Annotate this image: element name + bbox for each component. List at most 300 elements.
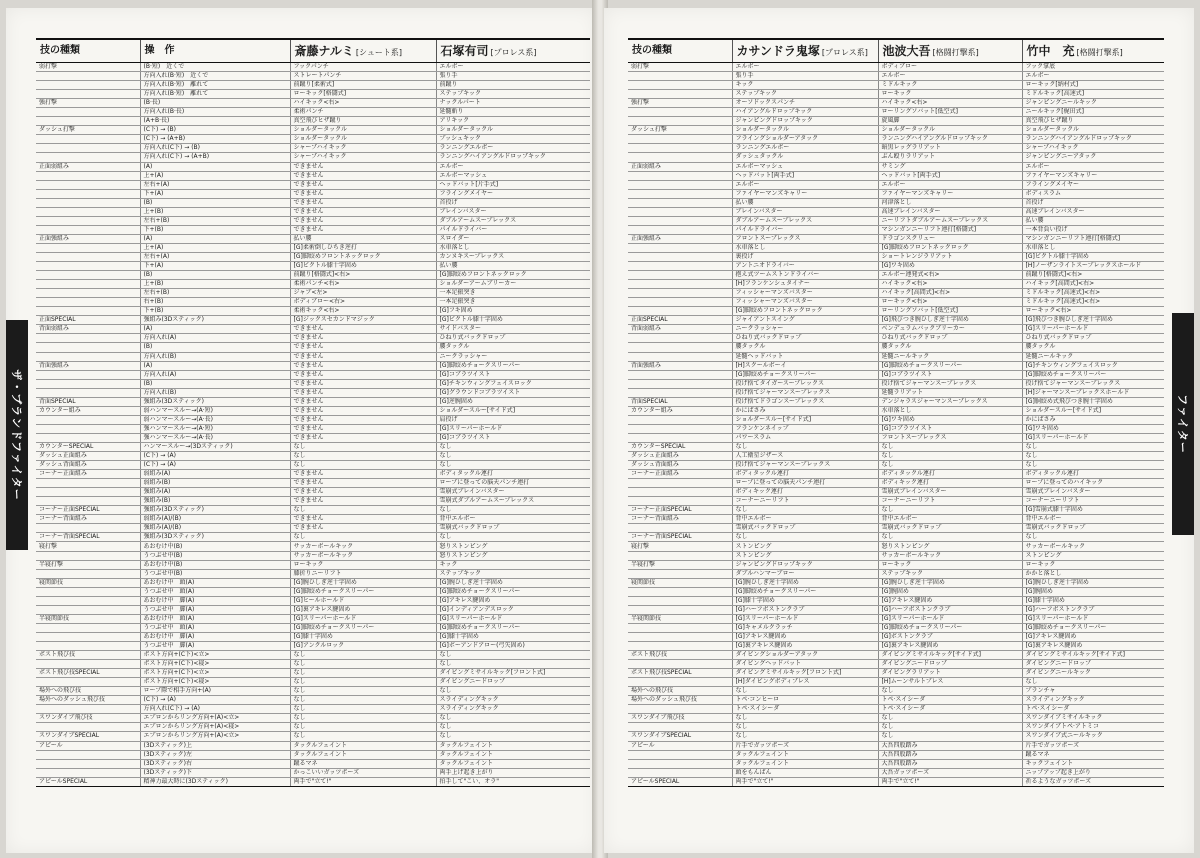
move-cell: [G]腕ひしぎ逆十字固め [436,578,590,587]
move-category-cell: 寝関節技 [36,578,140,587]
move-cell: (A) [140,325,290,334]
move-category-cell [36,759,140,768]
move-cell: 強組み(3Dスティック) [140,397,290,406]
move-cell: [G]ボーアンドアロー(弓矢固め) [436,642,590,651]
move-cell: なし [290,687,436,696]
move-cell: アントニオドライバー [732,262,878,271]
table-row [36,72,590,81]
move-cell: 旋風脚 [878,117,1022,126]
table-row [36,298,590,307]
move-category-cell [628,497,732,506]
move-cell: [G]スリーパーホールド [436,614,590,623]
move-cell: サミング [878,162,1022,171]
move-cell: ポスト方向+(C下)<寝> [140,660,290,669]
move-cell: 強組み(A)/(B) [140,524,290,533]
move-cell: (3Dスティック)右 [140,759,290,768]
move-cell: 拍手して"こい、オラ" [436,777,590,786]
move-cell: 河津落とし [878,198,1022,207]
move-cell: トペ·スイシーダ [1022,705,1164,714]
move-cell: ローキック [1022,560,1164,569]
move-cell: ダイビングヘッドバット [732,660,878,669]
move-cell: 雪崩式ブレインバスター [1022,488,1164,497]
move-cell: 怒りストンピング [436,542,590,551]
move-cell: ハイキック<右> [878,99,1022,108]
move-category-cell: 寝関節技 [628,578,732,587]
table-row [36,397,590,406]
move-cell: 強組み(3Dスティック) [140,316,290,325]
move-category-cell: 正面SPECIAL [628,316,732,325]
right-page [604,8,1194,853]
move-cell: [G]脚絞めフロントネックロック [878,243,1022,252]
table-row [628,162,1164,171]
move-category-cell: 正面強組み [628,234,732,243]
move-cell: ショートレンジラリアット [878,252,1022,261]
move-cell: ボディブロー [878,63,1022,72]
move-cell: できません [290,524,436,533]
move-cell: 方向入れ(C下) → (A+B) [140,153,290,162]
move-cell: ジャンピングニーアタック [1022,153,1164,162]
move-cell: 水車落とし [1022,243,1164,252]
table-row [628,316,1164,325]
move-cell: 雪崩式バックドロップ [1022,524,1164,533]
move-category-cell: コーナー正面組み [36,470,140,479]
move-category-cell [628,280,732,289]
move-category-cell [36,605,140,614]
move-cell: ショルダータックル [732,126,878,135]
move-category-cell [628,243,732,252]
table-row [36,280,590,289]
move-cell: 左右+(B) [140,289,290,298]
move-cell: 前蹴り[柔術式] [290,81,436,90]
move-category-cell: アピール [628,741,732,750]
move-cell: なし [732,442,878,451]
move-cell: ボディブロー<右> [290,298,436,307]
move-cell: [G]逆腕固め [436,397,590,406]
move-cell: 雪崩式バックドロップ [436,524,590,533]
move-cell: [G]脚絞めチョークスリーパー [290,623,436,632]
move-cell: ひねり式バックドロップ [732,334,878,343]
move-category-cell: コーナー背面SPECIAL [36,533,140,542]
move-category-cell [36,497,140,506]
move-cell: ポスト方向+(C下)<立> [140,669,290,678]
move-category-cell [36,289,140,298]
move-cell: ダッシュタックル [732,153,878,162]
move-category-cell [36,768,140,777]
table-row [628,669,1164,678]
move-category-cell: スワンダイブ飛び技 [36,714,140,723]
move-cell: できません [290,415,436,424]
move-cell: うつぶせ中(B) [140,551,290,560]
move-cell: エルボー [878,72,1022,81]
table-row [36,252,590,261]
move-category-cell [628,415,732,424]
move-cell: 払い腰 [1022,216,1164,225]
move-category-cell [628,768,732,777]
move-cell: あおむけ中 頭(A) [140,578,290,587]
move-cell: 水車落とし [732,243,878,252]
move-cell: 延髄ラリアット [878,388,1022,397]
move-cell: ダブルアームスープレックス [436,216,590,225]
table-row [628,325,1164,334]
move-category-cell [628,252,732,261]
table-row [36,669,590,678]
move-cell: 雪崩式ダブルアームスープレックス [436,497,590,506]
table-row [36,497,590,506]
move-cell: 弱組み(A)/(B) [140,515,290,524]
move-category-cell [36,171,140,180]
move-cell: オーソドックスパンチ [732,99,878,108]
move-category-cell [628,596,732,605]
move-cell: フィッシャーマンズバスター [732,298,878,307]
table-row [36,705,590,714]
move-cell: エルボー [732,180,878,189]
move-cell: ミドルキック [878,81,1022,90]
move-cell: スワンダイブトペ·アトミコ [1022,723,1164,732]
move-cell: プッシュキック [436,135,590,144]
move-cell: ランニングハイアングルドロップキック [878,135,1022,144]
move-cell: なし [436,533,590,542]
move-cell: できません [290,488,436,497]
move-cell: なし [436,687,590,696]
move-cell: キック [732,81,878,90]
left-page [6,8,596,853]
table-row [628,660,1164,669]
move-cell: フライングショルダーアタック [732,135,878,144]
side-tab-right [1172,313,1194,535]
table-row [36,750,590,759]
move-cell: [G]アキレス腱固め [732,632,878,641]
move-cell: ショルダータックル [878,126,1022,135]
move-cell: [G]飛びつき腕ひしぎ逆十字固め [878,316,1022,325]
move-cell: 腰タックル [436,343,590,352]
move-cell: [G]ワキ固め [878,415,1022,424]
move-cell: 方向入れ(B·長) [140,108,290,117]
move-category-cell: 場外へのダッシュ飛び技 [36,696,140,705]
table-row [628,678,1164,687]
move-cell: 祈るようなガッツポーズ [1022,777,1164,786]
move-cell: できません [290,379,436,388]
table-row [628,216,1164,225]
move-cell: ローキック[格闘式] [290,90,436,99]
move-category-cell: ダッシュ打撃 [628,126,732,135]
move-cell: できません [290,370,436,379]
move-cell: ハンマースルー→(3Dスティック) [140,442,290,451]
move-cell: タックルフェイント [436,750,590,759]
move-cell: ハイキック[高間式]<右> [1022,280,1164,289]
move-cell: フロントスープレックス [732,234,878,243]
table-row [36,488,590,497]
table-row [628,533,1164,542]
move-cell: [G]インディアンデスロック [436,605,590,614]
move-cell: 下+(B) [140,307,290,316]
move-cell: 人工衛星ジザース [732,452,878,461]
move-cell: [G]飛びつき腕ひしぎ逆十字固め [1022,316,1164,325]
move-cell: ファイヤーマンズキャリー [878,189,1022,198]
move-category-cell: 正面弱組み [628,162,732,171]
move-cell: なし [290,533,436,542]
header-input: 操 作 [140,39,290,63]
move-cell: ランニングエルボー [732,144,878,153]
move-category-cell [36,153,140,162]
move-category-cell: 正面強組み [36,234,140,243]
move-cell: [G]ボストンクラブ [878,632,1022,641]
move-cell: トペ·スイシーダ [732,705,878,714]
move-cell: 背中エルボー [1022,515,1164,524]
move-cell: 強組み(3Dスティック) [140,506,290,515]
move-cell: [G]スリーパーホールド [290,614,436,623]
move-cell: [G]雪崩式膝十字固め [1022,506,1164,515]
move-cell: なし [290,651,436,660]
move-cell: 強ハンマースルー→(A·長) [140,433,290,442]
move-cell: できません [290,388,436,397]
table-row [36,289,590,298]
table-row [628,777,1164,786]
move-table-right-body [628,63,1164,787]
table-row [628,343,1164,352]
move-category-cell: 背面弱組み [628,325,732,334]
table-row [628,424,1164,433]
move-cell: ロープ際で相手方向+(A) [140,687,290,696]
move-cell: [H]ジャーマンスープレックスホールド [1022,388,1164,397]
move-category-cell: ダッシュ背面組み [628,461,732,470]
table-row [628,180,1164,189]
move-cell: (C下) → (A) [140,696,290,705]
move-cell: タックルフェイント [290,750,436,759]
move-cell: ボディタックル連打 [732,470,878,479]
move-cell: パワースラム [732,433,878,442]
table-row [628,479,1164,488]
move-cell: [G]腕ひしぎ逆十字固め [732,578,878,587]
move-cell: パイルドライバー [436,225,590,234]
table-row [36,714,590,723]
move-cell: ローキック[納村式] [1022,81,1164,90]
move-cell: あおむけ中(B) [140,560,290,569]
table-row [628,397,1164,406]
move-cell: 一本背負い投げ [1022,225,1164,234]
move-cell: 大吾四股踏み [878,750,1022,759]
move-category-cell [628,623,732,632]
move-cell: ショルダースルー[サイド式] [732,415,878,424]
move-category-cell [628,144,732,153]
move-category-cell: カウンターSPECIAL [628,442,732,451]
table-row [36,325,590,334]
move-cell: [G]腕ひしぎ逆十字固め [290,578,436,587]
move-cell: 払い腰 [732,198,878,207]
table-row [36,605,590,614]
move-category-cell [36,433,140,442]
move-category-cell: コーナー正面組み [628,470,732,479]
table-row [36,506,590,515]
table-row [36,560,590,569]
table-row [36,189,590,198]
move-cell: ミドルキック[高速式]<右> [1022,298,1164,307]
move-category-cell: ポスト飛び技 [628,651,732,660]
table-row [628,578,1164,587]
table-row [36,108,590,117]
move-cell: [G]キャメルクラッチ [732,623,878,632]
table-row [628,153,1164,162]
move-category-cell [36,180,140,189]
table-row [36,343,590,352]
move-cell: ジャンピングドロップキック [732,117,878,126]
move-cell: [G]脚絞めチョークスリーパー [878,361,1022,370]
move-cell: [G]膝十字固め [1022,596,1164,605]
move-cell: できません [290,325,436,334]
move-cell: [G]コブラツイスト [878,370,1022,379]
move-cell: (A) [140,234,290,243]
move-category-cell [628,198,732,207]
move-cell: かにばさみ [1022,415,1164,424]
move-category-cell: 強打撃 [628,99,732,108]
table-row [36,234,590,243]
move-cell: ステップキック [732,90,878,99]
move-category-cell [628,189,732,198]
move-category-cell [628,488,732,497]
table-row [36,406,590,415]
move-category-cell [36,632,140,641]
move-cell: なし [878,506,1022,515]
move-cell: [G]スリーパーホールド [1022,325,1164,334]
move-cell: なし [436,732,590,741]
move-cell: ジャブ<左> [290,289,436,298]
move-cell: 上+(A) [140,171,290,180]
move-cell: ストンピング [732,542,878,551]
move-cell: [G]ビクトル膝十字固め [1022,252,1164,261]
table-row [36,470,590,479]
move-cell: [G]脚絞めチョークスリーパー [732,370,878,379]
move-cell: できません [290,334,436,343]
move-cell: (3Dスティック)下 [140,768,290,777]
move-category-cell [36,623,140,632]
move-category-cell: ダッシュ背面組み [36,461,140,470]
move-category-cell [36,108,140,117]
move-cell: 延髄ヘッドバット [732,352,878,361]
table-row [36,379,590,388]
move-cell: なし [436,723,590,732]
move-cell: [G]脚絞めフロントネックロック [290,252,436,261]
move-cell: できません [290,189,436,198]
move-category-cell [628,678,732,687]
move-cell: 前蹴り [436,81,590,90]
move-category-cell: 正面SPECIAL [36,316,140,325]
move-cell: ひねり式バックドロップ [436,334,590,343]
move-cell: 投げ捨てタイガースープレックス [732,379,878,388]
table-row [628,252,1164,261]
move-category-cell [36,252,140,261]
move-cell: できません [290,424,436,433]
move-category-cell: アピールSPECIAL [36,777,140,786]
move-cell: シャープハイキック [1022,144,1164,153]
move-cell: うつぶせ中 脚(A) [140,642,290,651]
table-row [36,587,590,596]
move-cell: シャープハイキック [290,144,436,153]
move-cell: ステップキック [436,90,590,99]
move-category-cell: ポスト飛び技 [36,651,140,660]
header-fighter-cassandra: カサンドラ鬼塚 [プロレス系] [732,39,878,63]
move-category-cell [36,90,140,99]
table-row [36,117,590,126]
move-category-cell [36,723,140,732]
table-row [628,759,1164,768]
table-row [36,415,590,424]
move-cell: なし [878,714,1022,723]
move-cell: 首投げ [1022,198,1164,207]
move-cell: ドラゴンスクリュー [878,234,1022,243]
move-cell: ボディスラム [1022,189,1164,198]
move-cell: ショルダータックル [436,126,590,135]
table-row [36,262,590,271]
table-row [628,651,1164,660]
move-cell: [G]アキレス腱固め [878,596,1022,605]
move-category-cell [36,262,140,271]
move-category-cell [36,587,140,596]
move-cell: 左右+(A) [140,180,290,189]
table-row [628,515,1164,524]
move-cell: 方向入れ(B) [140,388,290,397]
move-category-cell [628,587,732,596]
table-row [628,524,1164,533]
move-cell: ダイビングラリアット [878,669,1022,678]
table-row [36,334,590,343]
header-fighter-takenaka: 竹中 充 [格闘打撃系] [1022,39,1164,63]
table-row [36,759,590,768]
move-cell: ブレインバスター [436,207,590,216]
table-row [628,135,1164,144]
move-cell: [G]チキンウィングフェイスロック [436,379,590,388]
move-cell: なし [732,533,878,542]
move-cell: スライディングキック [1022,696,1164,705]
table-row [628,687,1164,696]
table-row [628,262,1164,271]
move-cell: なし [436,442,590,451]
move-cell: ハイキック<右> [290,99,436,108]
move-cell: [H]スクールボーイ [732,361,878,370]
move-cell: 腰タックル [732,343,878,352]
move-category-cell [36,343,140,352]
table-row [628,461,1164,470]
move-cell: ローキック<右> [878,298,1022,307]
move-cell: ローリングソバット[低空式] [878,108,1022,117]
table-row [628,605,1164,614]
table-row [628,117,1164,126]
table-row [36,307,590,316]
move-category-cell: ダッシュ正面組み [628,452,732,461]
move-cell: アリキック [436,117,590,126]
table-row [628,72,1164,81]
move-cell: [G]脚絞めチョークスリーパー [290,587,436,596]
move-cell: 肩投げ [436,415,590,424]
table-row [36,632,590,641]
move-cell: ロープに登っての脳天パンチ連打 [732,479,878,488]
move-category-cell: 弱打撃 [628,63,732,72]
move-category-cell [628,524,732,533]
move-cell: できません [290,479,436,488]
move-cell: [G]コブラツイスト [878,424,1022,433]
table-row [36,243,590,252]
move-cell: ダイビングニードロップ [878,660,1022,669]
table-row [36,623,590,632]
move-cell: 両手で"立て!" [878,777,1022,786]
table-row [36,642,590,651]
table-row [36,777,590,786]
move-cell: 左右+(B) [140,216,290,225]
move-category-cell [36,596,140,605]
table-row [628,243,1164,252]
move-category-cell [36,117,140,126]
move-cell: [H]フランケンシュタイナー [732,280,878,289]
table-row [36,768,590,777]
move-cell: エルボー [436,162,590,171]
